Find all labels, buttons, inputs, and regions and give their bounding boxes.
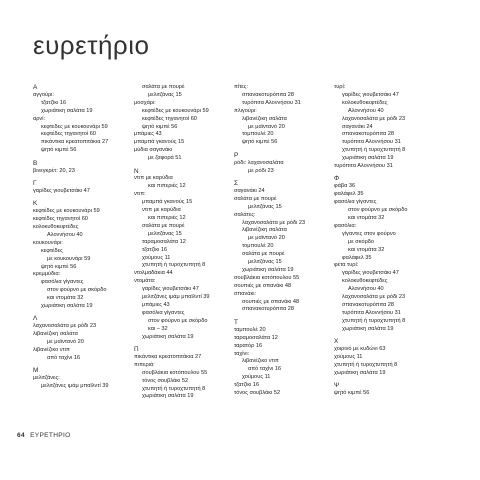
- index-entry: ντολμαδάκια 44: [134, 270, 173, 277]
- index-entry: γαρίδες γιουβετσάκι 47: [33, 187, 90, 194]
- index-entry: ταραμοσαλάτα 12: [234, 334, 278, 341]
- index-entry: σουβλάκια κοτόπουλου 55: [234, 274, 300, 281]
- index-entry: γαρίδες γιουβετσάκι 47: [342, 91, 399, 98]
- index-entry: στον φούρνο με σκόρδο: [47, 287, 107, 294]
- index-entry: μελιτζάνας 15: [148, 91, 182, 98]
- index-entry: σπανακοτυρόπιτα 28: [242, 91, 294, 98]
- index-entry: κολοκυθοκεφτέδες: [33, 224, 79, 230]
- index-entry: χτυπητή ή τυροχτυπητή 8: [142, 385, 206, 392]
- index-entry: και – 32: [148, 325, 168, 332]
- index-entry: τυρόπιτα Αλοννήσου 31: [342, 309, 401, 316]
- index-entry: και πιπεριές 12: [148, 215, 186, 221]
- index-entry: κεφτέδες με κουκουνάρι 59: [142, 107, 209, 114]
- page-footer: [17, 432, 71, 439]
- index-letter-heading: Ψ: [334, 382, 340, 390]
- index-entry: χωριάτικη σαλάτα 19: [41, 303, 93, 310]
- index-entry: φασόλια:: [334, 222, 357, 229]
- index-entry: κολοκυθοκεφτέδες: [342, 99, 388, 106]
- page-title: ευρετήριο: [33, 30, 150, 60]
- index-entry: λαχανοσαλάτα με ρόδι 23: [242, 219, 306, 226]
- index-letter-heading: Μ: [33, 367, 39, 375]
- index-entry: σαλάτα με πουρέ: [142, 222, 185, 229]
- index-letter-heading: Λ: [33, 315, 38, 323]
- index-column-3: [234, 84, 338, 398]
- index-entry: χωριάτικη σαλάτα 19: [242, 266, 294, 273]
- index-entry: τόνος σουβλάκι 52: [234, 390, 281, 397]
- index-entry: λιβανέζικη σαλάτα: [33, 331, 78, 338]
- index-entry: από ταχίνι 16: [47, 355, 81, 361]
- index-entry: μοσχάρι:: [134, 99, 156, 106]
- index-entry: φασόλια γίγαντες: [41, 279, 84, 286]
- index-entry: τόνος σουβλάκι 52: [142, 377, 189, 384]
- index-entry: μελιτζάνες ιμάμ μπαϊλντί 39: [142, 294, 210, 301]
- index-entry: με μαϊντανό 20: [248, 235, 285, 242]
- index-entry: ταμπουλέ 20: [234, 326, 266, 333]
- index-entry: μελιτζάνες:: [33, 375, 60, 382]
- index-entry: μελιτζάνας 15: [248, 259, 282, 266]
- index-entry: χωριάτικη σαλάτα 19: [334, 369, 386, 376]
- index-entry: χοιρινό με κυδώνι 63: [334, 346, 386, 352]
- index-entry: ψητό κιμπέ 56: [142, 123, 178, 130]
- index-letter-heading: Τ: [234, 318, 238, 326]
- index-entry: ταραμοσαλάτα 12: [142, 238, 186, 245]
- index-entry: από ταχίνι 16: [248, 366, 282, 373]
- index-entry: κεφτέδες τηγανητοί 60: [33, 216, 88, 223]
- index-entry: χτυπητή ή τυροχτυπητή 8: [342, 317, 406, 324]
- index-entry: χτυπητή ή τυροχτυπητή 8: [342, 147, 406, 154]
- index-entry: χωριάτικη σαλάτα 19: [342, 155, 394, 162]
- index-entry: ψητό κιμπέ 56: [41, 263, 77, 270]
- index-entry: ντιπ με καρύδια: [134, 175, 173, 182]
- index-letter-heading: Χ: [334, 338, 339, 346]
- index-column-2: [134, 84, 238, 401]
- index-entry: μύδια σαγανάκι: [134, 147, 173, 154]
- index-entry: λαχανοσαλάτα με ρόδι 23: [33, 323, 97, 330]
- index-entry: μπάμιες 43: [134, 131, 162, 138]
- index-entry: σαλάτα με πουρέ: [242, 251, 285, 258]
- index-column-4: [334, 84, 438, 398]
- index-entry: με ζαφορά 51: [148, 155, 182, 162]
- index-entry: με μαϊντανό 20: [248, 123, 285, 130]
- index-letter-heading: Ν: [134, 167, 139, 175]
- index-entry: Αλοννήσου 40: [348, 107, 384, 114]
- index-entry: και πιπεριές 12: [148, 183, 186, 190]
- index-entry: σαλάτα με πουρέ: [142, 84, 185, 90]
- index-entry: τυρόπιτα Αλοννήσου 31: [334, 163, 393, 170]
- index-entry: τυρί:: [334, 84, 346, 90]
- index-entry: μελιτζάνας 15: [248, 203, 282, 210]
- index-entry: μπαμπά γκανούς 15: [134, 139, 185, 146]
- index-entry: μπαμπά γκανούς 15: [142, 199, 193, 206]
- index-entry: χτυπητή ή τυροχτυπητή 8: [142, 262, 206, 269]
- index-entry: μελιτζάνες ιμάμ μπαϊλντί 39: [41, 383, 109, 390]
- index-entry: γίγαντες στον φούρνο: [342, 230, 396, 237]
- index-entry: Αλοννήσου 40: [348, 286, 384, 293]
- index-entry: με σκόρδο: [348, 238, 374, 245]
- index-entry: βινεγκρέτ: 20, 23: [33, 167, 75, 174]
- index-letter-heading: Σ: [234, 179, 238, 187]
- index-entry: σαγανάκι 24: [234, 187, 265, 194]
- index-letter-heading: Ρ: [234, 151, 239, 159]
- index-entry: ντομάτα:: [134, 278, 156, 285]
- index-entry: στον φούρνο με σκόρδο: [148, 317, 208, 324]
- index-entry: σουβλάκια κοτόπουλου 55: [142, 369, 208, 376]
- index-entry: κουκουνάρι:: [33, 239, 63, 246]
- index-entry: αγγούρι:: [33, 91, 54, 98]
- footer-label: ΕΥΡΕΤΗΡΙΟ: [30, 432, 71, 439]
- index-entry: φαλάφελ 35: [334, 191, 364, 198]
- index-entry: φάβα 36: [334, 183, 356, 190]
- index-entry: φασόλια γίγαντες: [142, 309, 185, 316]
- index-letter-heading: Π: [134, 346, 139, 353]
- index-entry: πιπεριά:: [134, 361, 155, 368]
- index-entry: σπανακοτυρόπιτα 28: [342, 131, 394, 138]
- index-entry: φέτα τυρί:: [334, 262, 359, 269]
- index-entry: ψητό κιμπέ 56: [242, 139, 278, 146]
- index-entry: χτυπητή ή τυροχτυπητή 8: [334, 361, 398, 368]
- index-entry: κεφτεδες με κουκουνάρι 59: [41, 123, 108, 130]
- index-entry: πικάντικα κρεατοπιτάκια 27: [41, 139, 109, 146]
- index-entry: μπάμιες 43: [142, 301, 170, 308]
- index-entry: χούμους 11: [334, 353, 363, 360]
- index-entry: τζατζίκι 16: [142, 246, 168, 253]
- index-entry: χωριάτικη σαλάτα 19: [142, 393, 194, 400]
- index-letter-heading: Β: [33, 159, 38, 167]
- index-entry: σαγανάκι 24: [342, 123, 373, 130]
- index-letter-heading: Φ: [334, 175, 340, 183]
- index-entry: χούμους 11: [142, 254, 171, 261]
- index-entry: φαλάφελ 35: [342, 254, 372, 261]
- index-entry: λιβανέζικο ντιπ: [33, 347, 70, 354]
- index-entry: σαλάτα με πουρέ: [234, 195, 277, 202]
- index-entry: με κουκουνάρι 59: [47, 255, 91, 262]
- index-entry: σουπιές με σπανάκι 48: [242, 298, 300, 305]
- index-entry: πλιγούρι:: [234, 107, 257, 114]
- index-entry: και ντομάτα 32: [47, 295, 84, 302]
- index-entry: σαλάτες:: [234, 211, 256, 218]
- index-entry: τυρόπιτα Αλοννήσου 31: [242, 99, 301, 106]
- index-entry: ταχίνι:: [234, 350, 250, 357]
- index-entry: στον φούρνο με σκόρδο: [348, 207, 408, 214]
- index-entry: τζατζίκι 16: [41, 99, 67, 106]
- index-entry: σπανακοτυρόπιτα 28: [242, 306, 294, 313]
- page-number: 64: [17, 432, 25, 439]
- index-entry: αρνί:: [33, 115, 46, 122]
- index-entry: ντιπ με καρύδια: [142, 207, 181, 214]
- index-entry: χωριάτικη σαλάτα 19: [142, 333, 194, 340]
- index-entry: γαρίδες γιουβετσάκι 47: [142, 286, 199, 293]
- index-entry: ψητό κιμπέ 56: [41, 147, 77, 154]
- index-entry: κεφτέδες τηγανητοί 60: [142, 115, 197, 122]
- index-entry: λαχανοσαλάτα με ρόδι 23: [342, 294, 406, 301]
- index-entry: χούμους 11: [242, 374, 271, 381]
- index-entry: πικάντικα κρεατοπιτάκια 27: [134, 353, 202, 360]
- index-letter-heading: Κ: [33, 200, 38, 208]
- index-entry: τζατζίκι 16: [234, 382, 260, 389]
- index-entry: λαχανοσαλάτα με ρόδι 23: [342, 115, 406, 122]
- index-entry: ψητό κιμπέ 56: [334, 390, 370, 397]
- index-entry: τομπουλέ 20: [242, 131, 274, 138]
- index-entry: σπανάκι:: [234, 290, 257, 297]
- index-entry: γαρίδες γιουβετσάκι 47: [342, 270, 399, 277]
- index-entry: κεφτέδες με κουκουνάρι 59: [33, 208, 100, 215]
- index-entry: χωριάτικη σαλάτα 19: [342, 325, 394, 332]
- index-letter-heading: Α: [33, 84, 38, 91]
- index-entry: με μαϊντανό 20: [47, 339, 84, 346]
- index-entry: ντιπ:: [134, 191, 146, 198]
- index-entry: με ρόδι 23: [248, 167, 274, 174]
- index-entry: κεφτέδες: [41, 247, 63, 254]
- index-letter-heading: Γ: [33, 179, 37, 187]
- index-entry: και ντομάτα 32: [348, 246, 385, 253]
- index-entry: λιβανέζικο ντιπ: [242, 358, 279, 365]
- index-entry: λιβανέζικη σαλάτα: [242, 227, 287, 234]
- index-entry: σπανακοτυρόπιτα 28: [342, 301, 394, 308]
- index-column-1: [33, 84, 137, 391]
- index-entry: τυρόπιτα Αλοννήσου 31: [342, 139, 401, 146]
- index-entry: φασόλια γίγαντες: [334, 199, 377, 206]
- index-entry: μελιτζάνας 15: [148, 230, 182, 237]
- index-entry: Αλοννήσου 40: [47, 231, 83, 238]
- index-entry: ρόδι: λαχανοσαλάτα: [234, 159, 284, 166]
- index-entry: σουπιές με σπανάκι 48: [234, 282, 292, 289]
- index-entry: τομπουλέ 20: [242, 243, 274, 250]
- index-entry: κρεμμύδια:: [33, 271, 61, 278]
- index-entry: κεφτέδες τηγανητοί 60: [41, 131, 96, 138]
- index-entry: πίτες:: [234, 84, 249, 90]
- index-entry: λιβανέζικη σαλάτα: [242, 115, 287, 122]
- index-entry: και ντομάτα 32: [348, 215, 385, 221]
- index-entry: χωριάτικη σαλάτα 19: [41, 107, 93, 114]
- index-entry: κολοκυθοκεφτέδες: [342, 278, 388, 285]
- index-entry: ταρατόρ 16: [234, 342, 263, 349]
